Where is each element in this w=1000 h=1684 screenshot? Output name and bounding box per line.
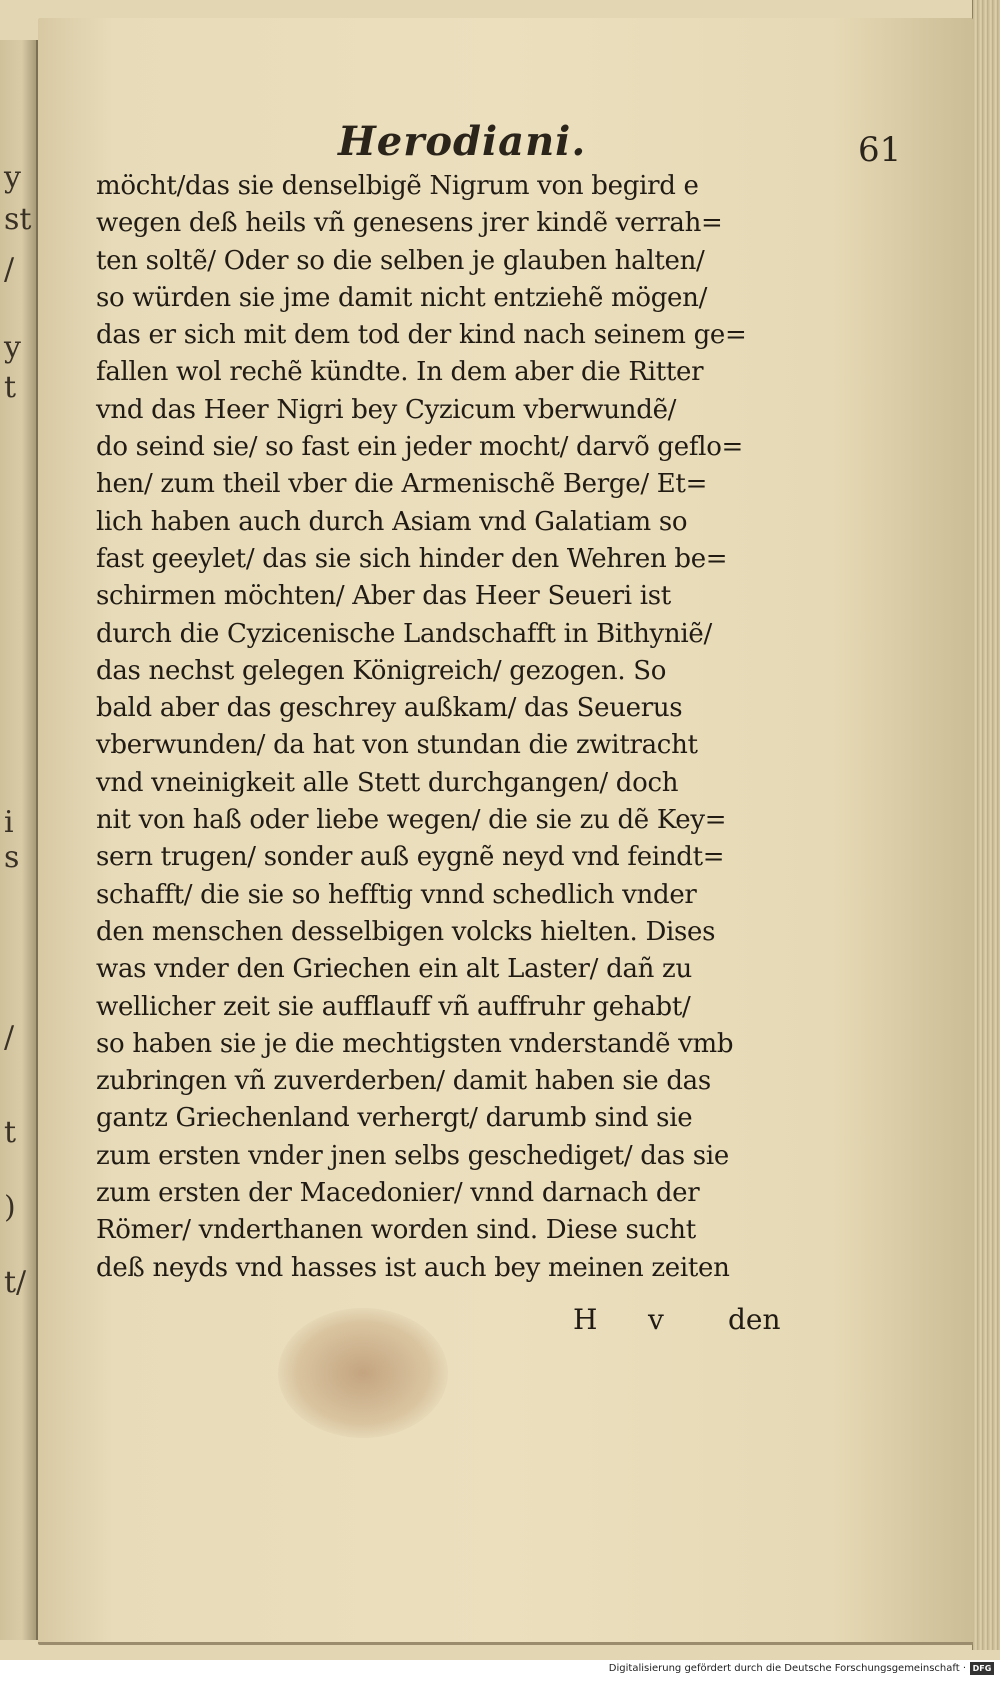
margin-fragment: y [4,330,21,365]
catchword: den [728,1303,781,1336]
text-line: zum ersten vnder jnen selbs geschediget/ das sie [96,1140,729,1171]
text-line: sern trugen/ sonder auß eygnẽ neyd vnd feindt= [96,842,725,873]
signature-number: v [648,1303,664,1336]
margin-fragment: st [4,202,32,237]
signature-mark: H [573,1303,598,1336]
margin-fragment: i [4,805,14,840]
text-line: so würden sie jme damit nicht entziehẽ mögen/ [96,282,708,313]
margin-fragment: t [4,1115,17,1150]
text-line: zubringen vñ zuverderben/ damit haben sie das [96,1066,711,1097]
page-number: 61 [858,130,902,170]
text-line: möcht/das sie denselbigẽ Nigrum von begird e [96,171,699,201]
text-line: wellicher zeit sie aufflauff vñ auffruhr gehabt/ [96,991,691,1022]
book-page [38,18,973,1645]
text-line: deß neyds vnd hasses ist auch bey meinen zeiten [96,1252,730,1283]
text-line: so haben sie je die mechtigsten vnderstandẽ vmb [96,1028,734,1059]
digitization-credit: Digitalisierung gefördert durch die Deutsche Forschungsgemeinschaft · [608,1663,966,1674]
text-line: ten soltẽ/ Oder so die selben je glauben halten/ [96,245,705,276]
text-line: wegen deß heils vñ genesens jrer kindẽ verrah= [96,208,723,239]
text-line: schirmen möchten/ Aber das Heer Seueri ist [96,581,671,612]
margin-fragment: / [4,1020,15,1055]
water-stain [278,1308,448,1438]
previous-page-edge [0,40,38,1640]
text-line: schafft/ die sie so hefftig vnnd schedlich vnder [96,879,697,910]
margin-fragment: ) [4,1190,16,1225]
margin-fragment: t/ [4,1265,27,1300]
text-line: was vnder den Griechen ein alt Laster/ dañ zu [96,954,692,985]
text-line: do seind sie/ so fast ein jeder mocht/ darvõ geflo= [96,432,744,463]
margin-fragment: y [4,160,21,195]
margin-fragment: t [4,370,17,405]
margin-fragment: / [4,252,15,287]
text-line: vberwunden/ da hat von stundan die zwitracht [96,730,698,761]
text-line: fast geeylet/ das sie sich hinder den Wehren be= [96,543,728,574]
text-line: zum ersten der Macedonier/ vnnd darnach der [96,1178,700,1209]
text-line: bald aber das geschrey außkam/ das Seuerus [96,693,683,724]
margin-fragment: s [4,840,20,875]
page-stack-edge [972,0,1000,1650]
text-line: vnd das Heer Nigri bey Cyzicum vberwundẽ/ [96,394,677,425]
text-line: den menschen desselbigen volcks hielten. Dises [96,916,716,947]
text-line: lich haben auch durch Asiam vnd Galatiam so [96,506,688,537]
text-line: Römer/ vnderthanen worden sind. Diese sucht [96,1215,696,1246]
running-head: Herodiani. [338,118,587,165]
text-line: gantz Griechenland verhergt/ darumb sind sie [96,1103,693,1134]
dfg-logo: DFG [970,1662,994,1675]
text-line: fallen wol rechẽ kündte. In dem aber die Ritter [96,357,704,388]
text-line: das er sich mit dem tod der kind nach seinem ge= [96,320,747,351]
text-line: vnd vneinigkeit alle Stett durchgangen/ doch [96,767,679,798]
body-text [96,168,866,1287]
text-line: durch die Cyzicenische Landschafft in Bithyniẽ/ [96,618,712,649]
text-line: das nechst gelegen Königreich/ gezogen. So [96,655,667,686]
text-line: nit von haß oder liebe wegen/ die sie zu dẽ Key= [96,805,727,836]
text-line: hen/ zum theil vber die Armenischẽ Berge/ Et= [96,469,708,500]
